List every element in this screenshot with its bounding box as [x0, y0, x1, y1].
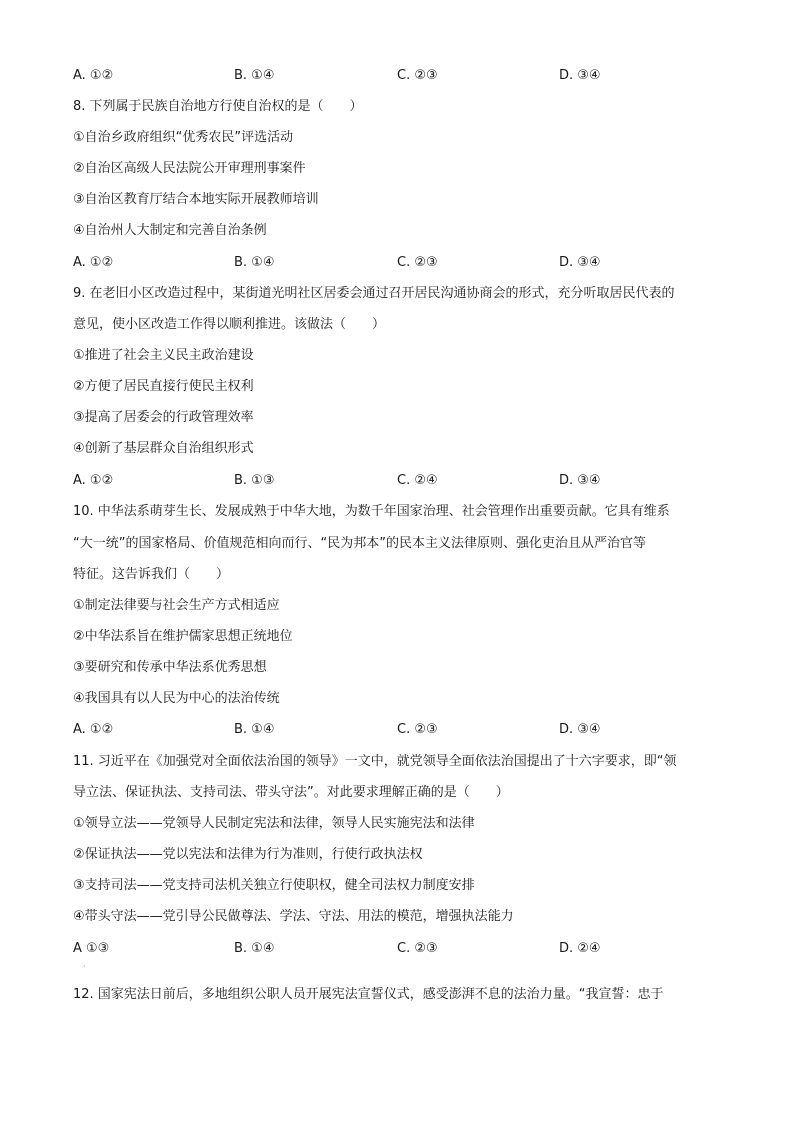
option-d: D. ③④	[559, 68, 601, 83]
q8-item-3: ③自治区教育厅结合本地实际开展教师培训	[73, 192, 319, 207]
option-b: B. ①④	[234, 68, 275, 83]
option-c: C. ②③	[397, 255, 438, 270]
q9-item-2: ②方便了居民直接行使民主权利	[73, 379, 254, 394]
option-b: B. ①④	[234, 722, 275, 737]
q9-stem-line-1: 9. 在老旧小区改造过程中，某街道光明社区居委会通过召开居民沟通协商会的形式，充分听取居民代表的	[73, 286, 675, 301]
option-c: C. ②④	[397, 473, 438, 488]
option-a: A ①③	[73, 941, 110, 956]
q10-item-4: ④我国具有以人民为中心的法治传统	[73, 691, 280, 706]
option-a: A. ①②	[73, 68, 114, 83]
q11-item-4: ④带头守法——党引导公民做尊法、学法、守法、用法的模范，增强执法能力	[73, 909, 514, 924]
option-b: B. ①④	[234, 941, 275, 956]
q9-item-1: ①推进了社会主义民主政治建设	[73, 348, 254, 363]
q8-item-4: ④自治州人大制定和完善自治条例	[73, 223, 267, 238]
q10-item-2: ②中华法系旨在维护儒家思想正统地位	[73, 629, 293, 644]
q9-options	[73, 472, 733, 490]
q11-item-3: ③支持司法——党支持司法机关独立行使职权，健全司法权力制度安排	[73, 878, 475, 893]
option-a: A. ①②	[73, 255, 114, 270]
option-a: A. ①②	[73, 473, 114, 488]
q10-stem-line-1: 10. 中华法系萌芽生长、发展成熟于中华大地，为数千年国家治理、社会管理作出重要贡献。它具有维系	[73, 504, 670, 519]
q11-stem-line-2: 导立法、保证执法、支持司法、带头守法”。对此要求理解正确的是（ ）	[73, 785, 509, 800]
option-d: D. ②④	[559, 941, 601, 956]
option-b: B. ①③	[234, 473, 275, 488]
q9-stem-line-2: 意见，使小区改造工作得以顺利推进。该做法（ ）	[73, 317, 386, 332]
q7-options	[73, 67, 733, 85]
q10-options	[73, 721, 733, 739]
option-c: C. ②③	[397, 68, 438, 83]
q10-item-1: ①制定法律要与社会生产方式相适应	[73, 598, 280, 613]
option-d: D. ③④	[559, 473, 601, 488]
q11-options	[73, 940, 733, 958]
q11-stem-line-1: 11. 习近平在《加强党对全面依法治国的领导》一文中，就党领导全面依法治国提出了十六字要求，即“领	[73, 754, 677, 769]
q9-item-3: ③提高了居委会的行政管理效率	[73, 410, 254, 425]
option-b: B. ①④	[234, 255, 275, 270]
q8-item-1: ①自治乡政府组织“优秀农民”评选活动	[73, 130, 294, 145]
q12-stem-line-1: 12. 国家宪法日前后，多地组织公职人员开展宪法宣誓仪式，感受澎湃不息的法治力量。“我宣誓：忠于	[73, 987, 664, 1002]
q10-item-3: ③要研究和传承中华法系优秀思想	[73, 660, 267, 675]
option-c: C. ②③	[397, 722, 438, 737]
q8-stem: 8. 下列属于民族自治地方行使自治权的是（ ）	[73, 99, 363, 114]
q10-stem-line-2: “大一统”的国家格局、价值规范相向而行、“民为邦本”的民本主义法律原则、强化吏治且从严治官等	[73, 536, 646, 551]
q8-options	[73, 254, 733, 272]
q11-item-1: ①领导立法——党领导人民制定宪法和法律，领导人民实施宪法和法律	[73, 816, 475, 831]
option-c: C. ②③	[397, 941, 438, 956]
option-d: D. ③④	[559, 722, 601, 737]
option-a: A. ①②	[73, 722, 114, 737]
q8-item-2: ②自治区高级人民法院公开审理刑事案件	[73, 161, 306, 176]
q10-stem-line-3: 特征。这告诉我们（ ）	[73, 567, 230, 582]
stray-mark: ·	[83, 962, 86, 971]
option-d: D. ③④	[559, 255, 601, 270]
q9-item-4: ④创新了基层群众自治组织形式	[73, 441, 254, 456]
q11-item-2: ②保证执法——党以宪法和法律为行为准则，行使行政执法权	[73, 847, 423, 862]
